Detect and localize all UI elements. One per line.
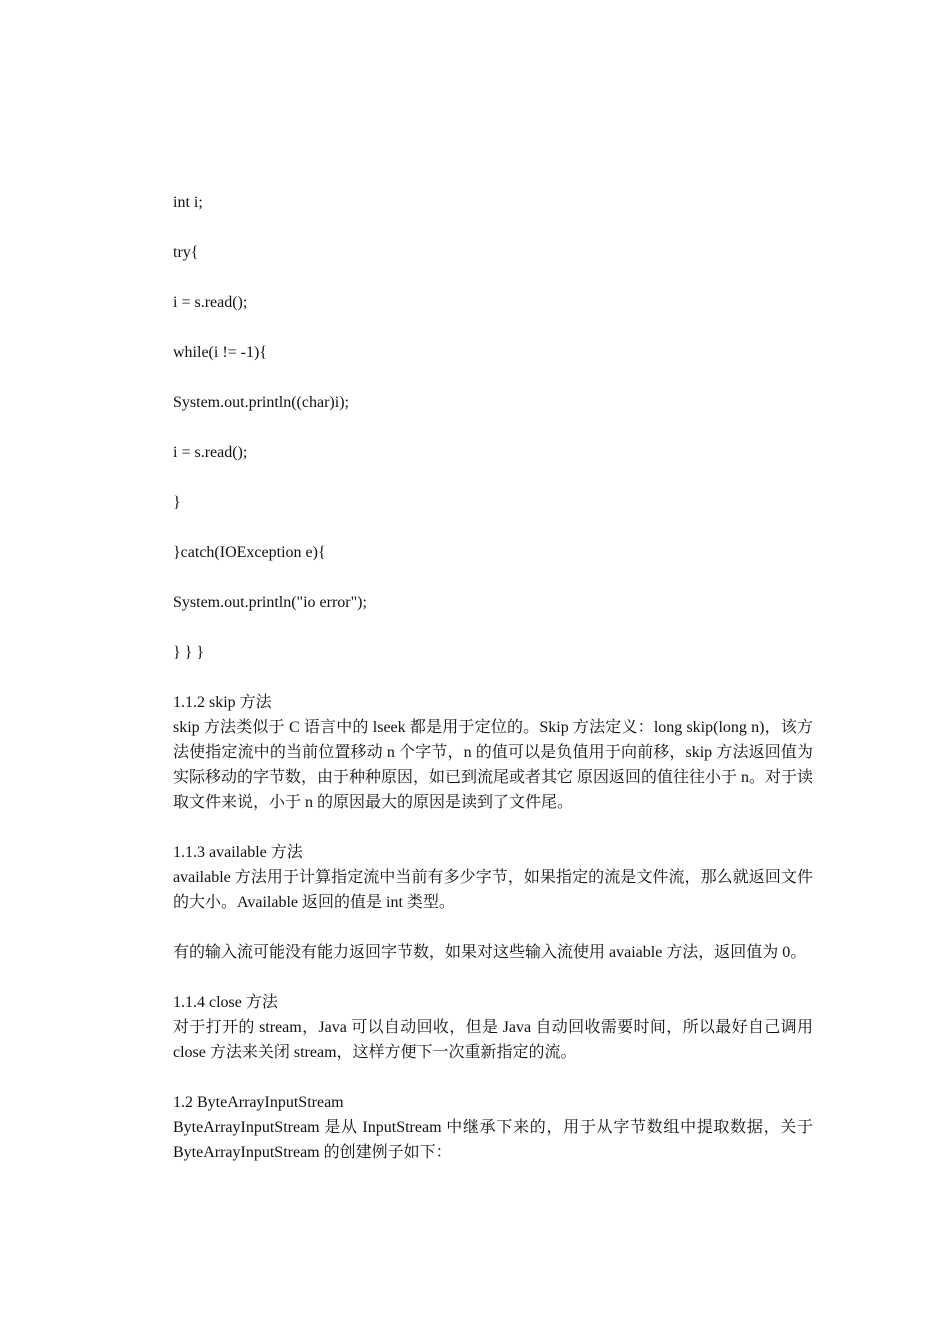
code-line: System.out.println((char)i); [173,394,349,411]
section-available-note [173,940,813,965]
section-heading: 1.1.4 close 方法 [173,994,278,1011]
section-bytearrayinputstream [173,1090,813,1165]
code-line: } [173,494,181,511]
section-heading: 1.1.2 skip 方法 [173,694,272,711]
code-line: System.out.println("io error"); [173,594,367,611]
code-line: i = s.read(); [173,294,248,311]
section-available [173,840,813,915]
section-skip [173,690,813,815]
paragraph: 对于打开的 stream，Java 可以自动回收，但是 Java 自动回收需要时间，所以最好自己调用 close 方法来关闭 stream，这样方便下一次重新指定的流。 [173,1019,813,1061]
paragraph: 有的输入流可能没有能力返回字节数，如果对这些输入流使用 avaiable 方法，返回值为 0。 [173,944,807,961]
code-line: }catch(IOException e){ [173,544,326,561]
paragraph: ByteArrayInputStream 是从 InputStream 中继承下来的，用于从字节数组中提取数据，关于 ByteArrayInputStream 的创建例子如下： [173,1119,813,1161]
code-line: } } } [173,644,205,661]
code-listing [173,190,813,665]
code-line: while(i != -1){ [173,344,268,361]
code-line: int i; [173,194,203,211]
section-heading: 1.2 ByteArrayInputStream [173,1094,344,1111]
paragraph: available 方法用于计算指定流中当前有多少字节，如果指定的流是文件流，那么就返回文件的大小。Available 返回的值是 int 类型。 [173,869,813,911]
code-line: i = s.read(); [173,444,248,461]
paragraph: skip 方法类似于 C 语言中的 lseek 都是用于定位的。Skip 方法定义：long skip(long n)，该方法使指定流中的当前位置移动 n 个字节，n 的值可以是负值用于向前移，skip 方法返回值为实际移动的字节数，由于种种原因，如已到流尾或者其它 原因返回的值往往小于 n。对于读取文件来说，小于 n 的原因最大的原因是读到了文件尾。 [173,719,814,811]
code-line: try{ [173,244,199,261]
page-content [173,190,813,1190]
section-heading: 1.1.3 available 方法 [173,844,303,861]
section-close [173,990,813,1065]
